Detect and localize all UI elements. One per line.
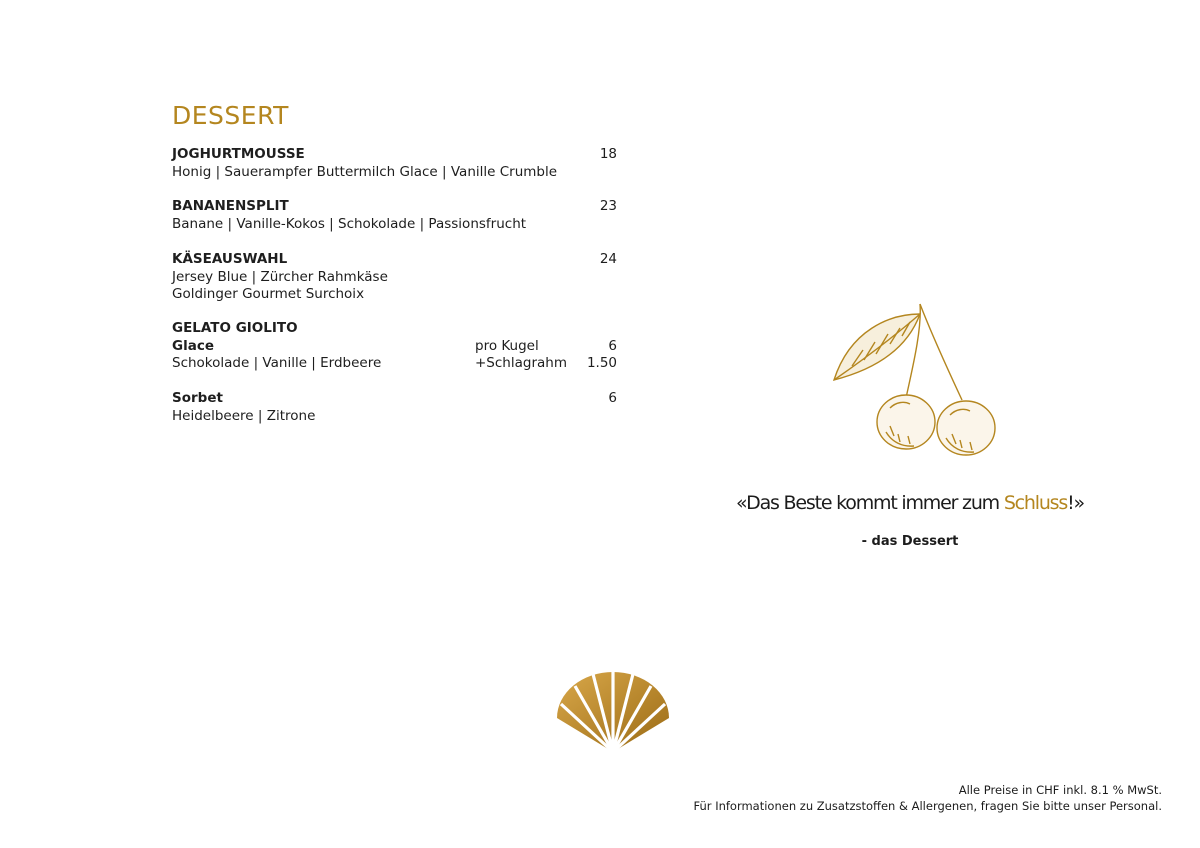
gelato-section [172, 320, 617, 373]
glace-unit: pro Kugel [475, 337, 539, 354]
quote [700, 492, 1120, 514]
item-price: 24 [599, 251, 617, 267]
item-name: KÄSEAUSWAHL [172, 251, 288, 267]
item-price: 18 [599, 146, 617, 162]
item-name: BANANENSPLIT [172, 198, 289, 214]
quote-author: - das Dessert [861, 534, 959, 549]
item-description: Jersey Blue | Zürcher Rahmkäse [172, 268, 388, 285]
sorbet-price: 6 [608, 390, 617, 406]
item-description: Banane | Vanille-Kokos | Schokolade | Passionsfrucht [172, 215, 527, 232]
glace-price: 6 [608, 337, 617, 354]
quote-highlight: Schluss [1003, 492, 1068, 514]
glace-description: Schokolade | Vanille | Erdbeere [172, 355, 382, 371]
gelato-title: GELATO GIOLITO [172, 320, 298, 336]
price-note: Alle Preise in CHF inkl. 8.1 % MwSt. [958, 783, 1162, 797]
sorbet-name: Sorbet [172, 390, 223, 406]
menu-item [172, 198, 617, 233]
glace-extra-price: 1.50 [586, 355, 617, 371]
glace-name: Glace [172, 337, 214, 354]
allergen-note: Für Informationen zu Zusatzstoffen & Allergenen, fragen Sie bitte unser Personal. [693, 799, 1162, 813]
menu-item [172, 251, 617, 304]
shell-logo-icon [555, 668, 671, 756]
quote-text: Das Beste kommt immer zum [746, 492, 1004, 514]
item-description: Honig | Sauerampfer Buttermilch Glace | Vanille Crumble [172, 163, 558, 180]
menu-item [172, 390, 617, 425]
quote-end: !» [1067, 492, 1084, 514]
item-name: JOGHURTMOUSSE [172, 146, 305, 162]
menu-item [172, 146, 617, 181]
cherry-illustration-icon [830, 300, 1005, 469]
sorbet-description: Heidelbeere | Zitrone [172, 407, 316, 424]
item-price: 23 [599, 198, 617, 214]
item-description: Goldinger Gourmet Surchoix [172, 286, 365, 302]
quote-open: « [736, 492, 747, 514]
footer [694, 782, 1162, 814]
section-title: DESSERT [172, 101, 289, 130]
glace-extra: +Schlagrahm [475, 355, 567, 371]
